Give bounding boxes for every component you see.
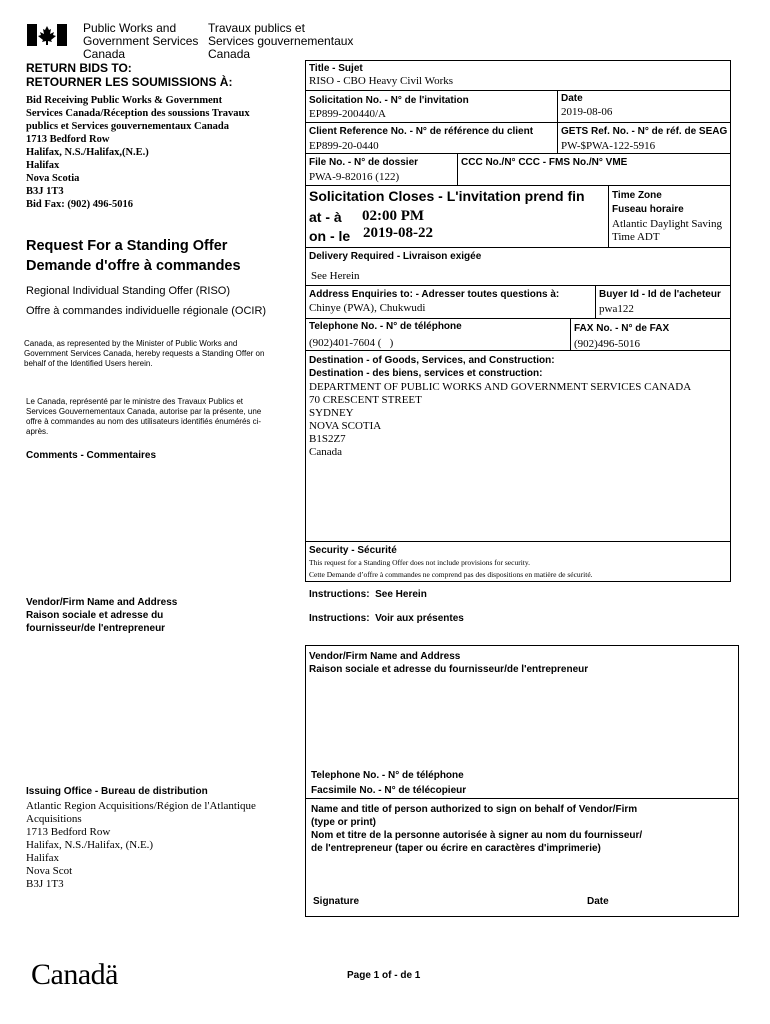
- fax-label: FAX No. - N° de FAX: [574, 323, 670, 334]
- dept-fr-line: Canada: [208, 47, 251, 61]
- vendor-box-label-fr: Raison sociale et adresse du fournisseur/de l'entrepreneur: [309, 664, 589, 675]
- instructions-en: Instructions: See Herein: [309, 589, 427, 600]
- telephone-value: (902)401-7604 ( ): [309, 337, 394, 349]
- return-bids-address: Bid Receiving Public Works & Government Services Canada/Réception des soussions Travaux publics et Services gouvernementaux Canada 1713 Bedford Row Halifax, N.S./Halifax,(N.E.) Halifax Nova Scotia B3J 1T3 Bid Fax: (902) 496-5016: [26, 95, 250, 210]
- department-name-en: [83, 22, 198, 61]
- comments-label: Comments - Commentaires: [26, 450, 157, 461]
- gets-ref-value: PW-$PWA-122-5916: [561, 140, 656, 152]
- client-reference-value: EP899-20-0440: [309, 140, 379, 152]
- dept-en-line: Canada: [83, 47, 126, 61]
- address-enquiries-value: Chinye (PWA), Chukwudi: [309, 302, 426, 314]
- buyer-id-value: pwa122: [599, 303, 634, 315]
- dept-fr-line: Travaux publics et: [208, 21, 305, 35]
- request-title-fr: Demande d'offre à commandes: [26, 258, 241, 274]
- solicitation-closes-title: Solicitation Closes - L'invitation prend fin: [309, 188, 585, 204]
- solicitation-value: EP899-200440/A: [309, 108, 386, 120]
- form-rule: [457, 153, 458, 185]
- form-rule: [305, 122, 731, 123]
- government-flag-logo: [27, 24, 67, 46]
- telephone-label: Telephone No. - N° de téléphone: [309, 321, 462, 332]
- closes-on-label: on - le: [309, 228, 351, 244]
- form-rule: [608, 185, 609, 247]
- form-rule: [305, 185, 731, 186]
- form-rule: [570, 318, 571, 350]
- date-label: Date: [561, 93, 583, 104]
- authorized-person-line: Name and title of person authorized to sign on behalf of Vendor/Firm: [311, 804, 638, 815]
- gets-ref-label: GETS Ref. No. - N° de réf. de SEAG: [561, 126, 728, 137]
- form-rule: [305, 350, 731, 351]
- authorized-name-field[interactable]: [309, 862, 735, 892]
- maple-leaf-icon: [27, 24, 67, 46]
- client-reference-label: Client Reference No. - N° de référence du client: [309, 126, 534, 137]
- delivery-required-label: Delivery Required - Livraison exigée: [309, 251, 482, 262]
- fax-value: (902)496-5016: [574, 338, 640, 350]
- issuing-office-address: Atlantic Region Acquisitions/Région de l'Atlantique Acquisitions 1713 Bedford Row Halifax, N.S./Halifax, (N.E.) Halifax Nova Scot B3J 1T3: [26, 800, 256, 890]
- security-label: Security - Sécurité: [309, 545, 397, 556]
- form-rule: [305, 541, 731, 542]
- request-type: [26, 281, 266, 321]
- form-rule: [305, 247, 731, 248]
- signature-date-label: Date: [587, 896, 609, 907]
- time-zone-label-fr: Fuseau horaire: [612, 204, 684, 215]
- vendor-telephone-label: Telephone No. - N° de téléphone: [311, 770, 464, 781]
- vendor-left-label: Vendor/Firm Name and Address Raison sociale et adresse du fournisseur/de l'entrepreneur: [26, 597, 178, 634]
- vendor-name-address-field[interactable]: [309, 680, 735, 768]
- authorized-person-label: [311, 803, 642, 855]
- vendor-fax-label: Facsimile No. - N° de télécopieur: [311, 785, 467, 796]
- form-rule: [305, 318, 731, 319]
- issuing-office-label: Issuing Office - Bureau de distribution: [26, 786, 208, 797]
- title-value: RISO - CBO Heavy Civil Works: [309, 75, 454, 87]
- return-bids-title-fr: RETOURNER LES SOUMISSIONS À:: [26, 75, 233, 89]
- request-paragraph-fr: Le Canada, représenté par le ministre des Travaux Publics et Services Gouvernementaux Canada, autorise par la présente, une offre à commandes au nom des utilisateurs identifiés énumérés ci-après.: [26, 397, 262, 436]
- closes-at-label: at - à: [309, 209, 342, 225]
- file-number-label: File No. - N° de dossier: [309, 157, 419, 168]
- dept-en-line: Government Services: [83, 34, 199, 48]
- instructions-fr: Instructions: Voir aux présentes: [309, 613, 464, 624]
- closes-at-value: 02:00 PM: [362, 208, 425, 224]
- request-title: [26, 236, 241, 276]
- request-title-en: Request For a Standing Offer: [26, 238, 228, 254]
- department-name-fr: [208, 22, 353, 61]
- vendor-box-rule: [305, 798, 739, 799]
- time-zone-value: Atlantic Daylight Saving Time ADT: [612, 218, 722, 243]
- form-rule: [305, 90, 731, 91]
- buyer-id-label: Buyer Id - Id de l'acheteur: [599, 289, 721, 300]
- destination-label-fr: Destination - des biens, services et construction:: [309, 368, 543, 379]
- authorized-person-line: (type or print): [311, 817, 376, 828]
- form-rule: [305, 285, 731, 286]
- ccc-number-label: CCC No./N° CCC - FMS No./N° VME: [461, 157, 628, 168]
- security-text-fr: Cette Demande d’offre à commandes ne comprend pas des dispositions en matière de sécurité.: [309, 570, 593, 579]
- form-rule: [305, 153, 731, 154]
- destination-label: Destination - of Goods, Services, and Construction:: [309, 355, 555, 366]
- delivery-required-value: See Herein: [311, 270, 360, 282]
- dept-en-line: Public Works and: [83, 21, 177, 35]
- authorized-person-line: de l'entrepreneur (taper ou écrire en caractères d'imprimerie): [311, 843, 601, 854]
- return-bids-title: [26, 61, 232, 89]
- file-number-value: PWA-9-82016 (122): [309, 171, 400, 183]
- canada-wordmark: Canadä: [31, 958, 118, 991]
- date-value: 2019-08-06: [561, 106, 613, 118]
- request-type-en: Regional Individual Standing Offer (RISO): [26, 285, 231, 297]
- form-rule: [557, 90, 558, 153]
- request-type-fr: Offre à commandes individuelle régionale (OCIR): [26, 305, 267, 317]
- authorized-person-line: Nom et titre de la personne autorisée à signer au nom du fournisseur/: [311, 830, 643, 841]
- destination-value: DEPARTMENT OF PUBLIC WORKS AND GOVERNMENT SERVICES CANADA 70 CRESCENT STREET SYDNEY NOVA SCOTIA B1S2Z7 Canada: [309, 381, 692, 458]
- security-text-en: This request for a Standing Offer does not include provisions for security.: [309, 558, 530, 567]
- vendor-box-label: Vendor/Firm Name and Address: [309, 651, 461, 662]
- time-zone-label: Time Zone: [612, 190, 662, 201]
- return-bids-title-en: RETURN BIDS TO:: [26, 61, 132, 75]
- form-rule: [595, 285, 596, 318]
- solicitation-label: Solicitation No. - N° de l'invitation: [309, 95, 469, 106]
- dept-fr-line: Services gouvernementaux: [208, 34, 354, 48]
- request-paragraph-en: Canada, as represented by the Minister of Public Works and Government Services Canada, hereby requests a Standing Offer on behalf of the Identified Users herein.: [24, 339, 265, 368]
- signature-label: Signature: [313, 896, 360, 907]
- page-number: Page 1 of - de 1: [347, 970, 421, 981]
- closes-on-value: 2019-08-22: [363, 225, 433, 241]
- address-enquiries-label: Address Enquiries to: - Adresser toutes questions à:: [309, 289, 560, 300]
- title-label: Title - Sujet: [309, 63, 363, 74]
